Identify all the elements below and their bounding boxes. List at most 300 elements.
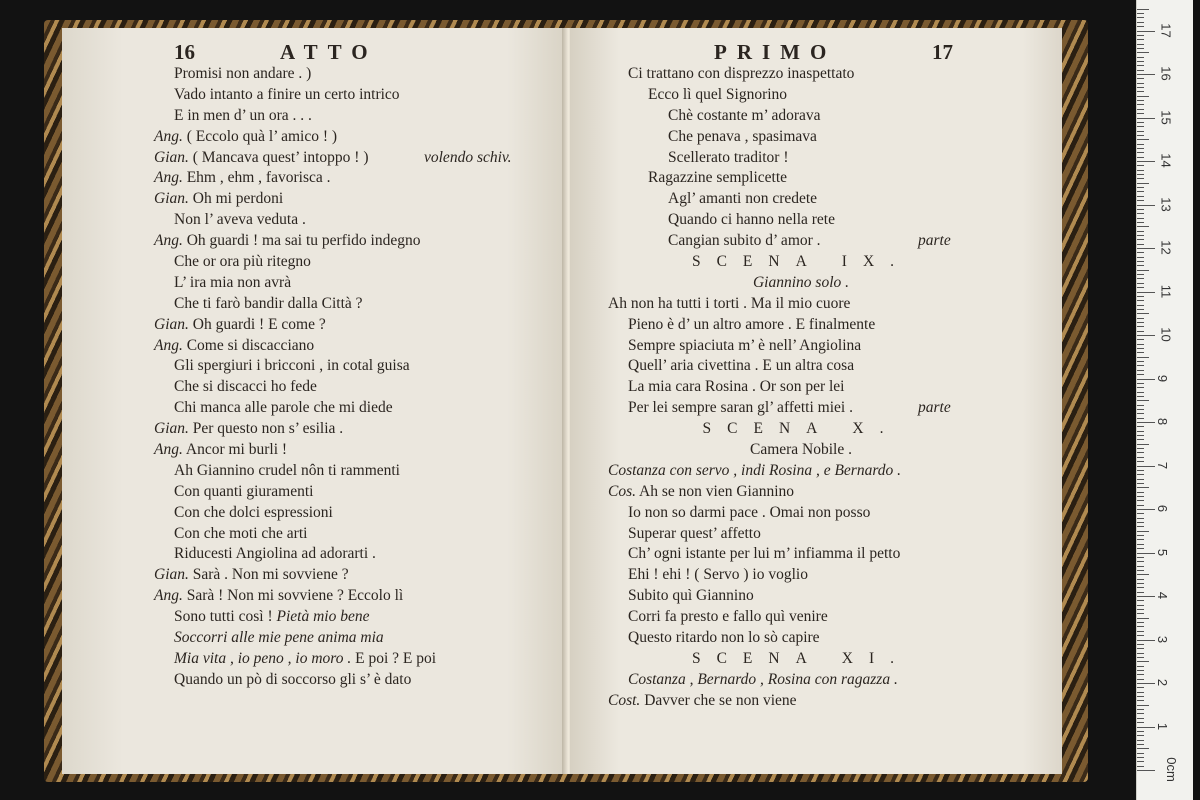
verse-text: Che ti farò bandir dalla Città ? bbox=[174, 294, 363, 312]
ruler-tick bbox=[1137, 657, 1144, 658]
verse-text: Agl’ amanti non credete bbox=[668, 190, 818, 208]
scene-heading: SCENA XI. bbox=[691, 649, 911, 667]
ruler-tick bbox=[1137, 574, 1149, 575]
ruler-tick bbox=[1137, 100, 1144, 101]
ruler-tick bbox=[1137, 126, 1144, 127]
speaker-name: Ang. bbox=[154, 441, 183, 459]
text-line bbox=[62, 273, 568, 294]
verse-text: Oh guardi ! ma sai tu perfido indegno bbox=[186, 232, 421, 250]
ruler-tick bbox=[1137, 365, 1144, 366]
ruler-label: 14 bbox=[1158, 153, 1174, 168]
ruler-tick bbox=[1137, 292, 1155, 293]
text-line bbox=[62, 210, 568, 231]
verse-text: Sempre spiaciuta m’ è nell’ Angiolina bbox=[628, 336, 862, 354]
verse-text: Ancor mi burli ! bbox=[185, 441, 288, 459]
verse-text: E poi ? E poi bbox=[355, 649, 437, 667]
text-line bbox=[62, 544, 568, 565]
ruler-tick bbox=[1137, 148, 1144, 149]
right-page-number: 17 bbox=[932, 40, 953, 64]
ruler-tick bbox=[1137, 200, 1144, 201]
ruler-tick bbox=[1137, 479, 1144, 480]
ruler-tick bbox=[1137, 78, 1144, 79]
left-page bbox=[62, 28, 568, 774]
ruler-label: 10 bbox=[1158, 327, 1174, 342]
ruler-tick bbox=[1137, 61, 1144, 62]
ruler-tick bbox=[1137, 735, 1144, 736]
speaker-name: Gian. bbox=[154, 190, 189, 208]
speaker-name: Ang. bbox=[154, 169, 183, 187]
ruler-tick bbox=[1137, 626, 1144, 627]
speaker-name: Cos. bbox=[608, 482, 636, 500]
ruler-label: 7 bbox=[1155, 461, 1171, 469]
ruler-tick bbox=[1137, 444, 1149, 445]
text-line bbox=[62, 670, 568, 691]
text-line bbox=[570, 586, 1062, 607]
ruler-tick bbox=[1137, 709, 1144, 710]
ruler-label: 8 bbox=[1155, 417, 1171, 426]
ruler-tick bbox=[1137, 87, 1144, 88]
text-line bbox=[570, 106, 1062, 127]
verse-text: Che penava , spasimava bbox=[668, 127, 817, 145]
ruler-tick bbox=[1137, 753, 1144, 754]
ruler-tick bbox=[1137, 70, 1144, 71]
ruler-tick bbox=[1137, 91, 1144, 92]
verse-text: Per lei sempre saran gl’ affetti miei . bbox=[628, 399, 853, 417]
speaker-name: Gian. bbox=[154, 148, 189, 166]
text-line bbox=[570, 419, 1062, 440]
ruler-tick bbox=[1137, 648, 1144, 649]
ruler-tick bbox=[1137, 631, 1144, 632]
ruler-tick bbox=[1137, 205, 1155, 206]
verse-text: Con che moti che arti bbox=[174, 524, 308, 542]
ruler-label: 5 bbox=[1155, 548, 1171, 556]
ruler-tick bbox=[1137, 700, 1144, 701]
ruler-tick bbox=[1137, 139, 1149, 140]
ruler-tick bbox=[1137, 566, 1144, 567]
ruler-tick bbox=[1137, 231, 1144, 232]
ruler-tick bbox=[1137, 370, 1144, 371]
speaker-name: Ang. bbox=[154, 587, 183, 605]
ruler-tick bbox=[1137, 705, 1149, 706]
ruler-tick bbox=[1137, 405, 1144, 406]
speaker-name: Cost. bbox=[608, 691, 641, 709]
ruler-tick bbox=[1137, 561, 1144, 562]
ruler-tick bbox=[1137, 174, 1144, 175]
italic-verse: Pietà mio bene bbox=[276, 608, 370, 626]
ruler-tick bbox=[1137, 513, 1144, 514]
ruler-tick bbox=[1137, 500, 1144, 501]
verse-text: Ah se non vien Giannino bbox=[639, 482, 795, 500]
verse-text: Sono tutti così ! bbox=[174, 608, 273, 626]
verse-text: Che si discacci ho fede bbox=[174, 378, 317, 396]
ruler-tick bbox=[1137, 618, 1149, 619]
text-line bbox=[62, 649, 568, 670]
ruler-tick bbox=[1137, 587, 1144, 588]
verse-text: Superar quest’ affetto bbox=[628, 524, 761, 542]
ruler-tick bbox=[1137, 600, 1144, 601]
ruler-tick bbox=[1137, 548, 1144, 549]
ruler-tick bbox=[1137, 104, 1144, 105]
ruler-tick bbox=[1137, 766, 1144, 767]
ruler-tick bbox=[1137, 352, 1144, 353]
ruler-tick bbox=[1137, 466, 1155, 467]
ruler-tick bbox=[1137, 235, 1144, 236]
verse-text: Cangian subito d’ amor . bbox=[668, 232, 821, 250]
verse-text: Vado intanto a finire un certo intrico bbox=[174, 85, 400, 103]
text-line bbox=[570, 691, 1062, 712]
ruler-tick bbox=[1137, 644, 1144, 645]
ruler-tick bbox=[1137, 109, 1144, 110]
ruler-tick bbox=[1137, 261, 1144, 262]
ruler-tick bbox=[1137, 470, 1144, 471]
verse-text: Quando ci hanno nella rete bbox=[668, 211, 835, 229]
ruler-tick bbox=[1137, 413, 1144, 414]
verse-text: Questo ritardo non lo sò capire bbox=[628, 629, 820, 647]
ruler-tick bbox=[1137, 344, 1144, 345]
text-line bbox=[570, 503, 1062, 524]
ruler-tick bbox=[1137, 257, 1144, 258]
text-line bbox=[570, 64, 1062, 85]
speaker-name: Ang. bbox=[154, 127, 183, 145]
ruler-tick bbox=[1137, 248, 1155, 249]
verse-text: E in men d’ un ora . . . bbox=[174, 106, 312, 124]
ruler-tick bbox=[1137, 196, 1144, 197]
ruler-tick bbox=[1137, 26, 1144, 27]
ruler-tick bbox=[1137, 244, 1144, 245]
ruler-tick bbox=[1137, 122, 1144, 123]
ruler-tick bbox=[1137, 770, 1155, 771]
ruler-tick bbox=[1137, 640, 1155, 641]
ruler-tick bbox=[1137, 305, 1144, 306]
verse-text: Che or ora più ritegno bbox=[174, 253, 311, 271]
ruler-tick bbox=[1137, 191, 1144, 192]
ruler-tick bbox=[1137, 635, 1144, 636]
ruler-tick bbox=[1137, 35, 1144, 36]
left-page-number: 16 bbox=[174, 40, 195, 64]
text-line bbox=[570, 252, 1062, 273]
ruler-tick bbox=[1137, 165, 1144, 166]
ruler-tick bbox=[1137, 361, 1144, 362]
ruler-label: 9 bbox=[1155, 374, 1171, 382]
ruler-tick bbox=[1137, 157, 1144, 158]
ruler-tick bbox=[1137, 161, 1155, 162]
text-line bbox=[570, 670, 1062, 691]
ruler-tick bbox=[1137, 592, 1144, 593]
scene-caption: Camera Nobile . bbox=[749, 441, 852, 459]
verse-text: Gli spergiuri i bricconi , in cotal guisa bbox=[174, 357, 410, 375]
verse-text: Scellerato traditor ! bbox=[668, 148, 789, 166]
ruler-tick bbox=[1137, 505, 1144, 506]
text-line bbox=[570, 189, 1062, 210]
text-line bbox=[570, 168, 1062, 189]
ruler-label: 12 bbox=[1158, 240, 1174, 255]
ruler-tick bbox=[1137, 740, 1144, 741]
text-line bbox=[570, 148, 1062, 169]
ruler-tick bbox=[1137, 674, 1144, 675]
text-line bbox=[62, 189, 568, 210]
ruler-tick bbox=[1137, 135, 1144, 136]
ruler-tick bbox=[1137, 522, 1144, 523]
text-line bbox=[62, 503, 568, 524]
verse-text: Sarà . Non mi sovviene ? bbox=[192, 566, 349, 584]
ruler-tick bbox=[1137, 544, 1144, 545]
ruler-tick bbox=[1137, 713, 1144, 714]
verse-text: La mia cara Rosina . Or son per lei bbox=[628, 378, 845, 396]
text-line bbox=[570, 356, 1062, 377]
text-line bbox=[570, 127, 1062, 148]
text-line bbox=[62, 356, 568, 377]
text-line bbox=[62, 106, 568, 127]
ruler-label: 1 bbox=[1155, 722, 1171, 730]
ruler-tick bbox=[1137, 65, 1144, 66]
ruler-tick bbox=[1137, 666, 1144, 667]
ruler-tick bbox=[1137, 387, 1144, 388]
scene-caption: Giannino solo . bbox=[752, 273, 850, 291]
ruler-tick bbox=[1137, 526, 1144, 527]
ruler-tick bbox=[1137, 613, 1144, 614]
text-line bbox=[62, 148, 568, 169]
ruler-tick bbox=[1137, 374, 1144, 375]
ruler-tick bbox=[1137, 331, 1144, 332]
verse-text: Pieno è d’ un altro amore . E finalmente bbox=[628, 315, 876, 333]
verse-text: Ragazzine semplicette bbox=[648, 169, 788, 187]
ruler-label: 17 bbox=[1158, 22, 1174, 38]
text-line bbox=[570, 377, 1062, 398]
text-line bbox=[62, 315, 568, 336]
ruler-tick bbox=[1137, 392, 1144, 393]
ruler-tick bbox=[1137, 518, 1144, 519]
ruler-label: 16 bbox=[1158, 66, 1174, 81]
speaker-name: Gian. bbox=[154, 315, 189, 333]
verse-text: Chi manca alle parole che mi diede bbox=[174, 399, 393, 417]
verse-text: Ehi ! ehi ! ( Servo ) io voglio bbox=[628, 566, 808, 584]
ruler-tick bbox=[1137, 653, 1144, 654]
ruler-tick bbox=[1137, 722, 1144, 723]
text-line bbox=[62, 231, 568, 252]
ruler-tick bbox=[1137, 300, 1144, 301]
ruler-tick bbox=[1137, 335, 1155, 336]
ruler-tick bbox=[1137, 535, 1144, 536]
italic-verse: Mia vita , io peno , io moro . bbox=[174, 649, 352, 667]
ruler-tick bbox=[1137, 265, 1144, 266]
ruler-tick bbox=[1137, 379, 1155, 380]
verse-text: Per questo non s’ esilia . bbox=[192, 420, 344, 438]
text-line bbox=[570, 482, 1062, 503]
ruler-tick bbox=[1137, 296, 1144, 297]
ruler-tick bbox=[1137, 474, 1144, 475]
left-running-head: ATTO bbox=[280, 40, 378, 64]
text-line bbox=[62, 586, 568, 607]
text-line bbox=[570, 440, 1062, 461]
ruler-tick bbox=[1137, 409, 1144, 410]
text-line bbox=[62, 168, 568, 189]
text-line bbox=[62, 628, 568, 649]
measuring-ruler bbox=[1136, 0, 1193, 800]
ruler-tick bbox=[1137, 457, 1144, 458]
italic-verse: Costanza con servo , indi Rosina , e Bernardo . bbox=[608, 461, 902, 479]
text-line bbox=[62, 419, 568, 440]
verse-text: Chè costante m’ adorava bbox=[668, 106, 821, 124]
ruler-label: 11 bbox=[1158, 284, 1174, 298]
speaker-name: Gian. bbox=[154, 420, 189, 438]
ruler-tick bbox=[1137, 31, 1155, 32]
verse-text: Davver che se non viene bbox=[644, 691, 797, 709]
ruler-tick bbox=[1137, 339, 1144, 340]
scene-heading: SCENA IX. bbox=[691, 253, 911, 271]
ruler-tick bbox=[1137, 218, 1144, 219]
ruler-tick bbox=[1137, 452, 1144, 453]
ruler-tick bbox=[1137, 400, 1149, 401]
ruler-tick bbox=[1137, 435, 1144, 436]
text-line bbox=[62, 482, 568, 503]
ruler-tick bbox=[1137, 48, 1144, 49]
verse-text: Ah non ha tutti i torti . Ma il mio cuore bbox=[608, 294, 851, 312]
ruler-tick bbox=[1137, 274, 1144, 275]
ruler-tick bbox=[1137, 209, 1144, 210]
text-line bbox=[570, 607, 1062, 628]
stage-direction: parte bbox=[918, 232, 951, 250]
verse-text: L’ ira mia non avrà bbox=[174, 273, 292, 291]
ruler-tick bbox=[1137, 118, 1155, 119]
text-line bbox=[62, 440, 568, 461]
text-line bbox=[62, 565, 568, 586]
verse-text: Come si discacciano bbox=[186, 336, 315, 354]
ruler-tick bbox=[1137, 213, 1144, 214]
text-line bbox=[570, 398, 1062, 419]
right-running-head: PRIMO bbox=[714, 40, 837, 64]
text-line bbox=[570, 231, 1062, 252]
speaker-name: Ang. bbox=[154, 336, 183, 354]
text-line bbox=[62, 85, 568, 106]
ruler-tick bbox=[1137, 579, 1144, 580]
ruler-tick bbox=[1137, 487, 1149, 488]
ruler-tick bbox=[1137, 605, 1144, 606]
ruler-tick bbox=[1137, 727, 1155, 728]
text-line bbox=[570, 336, 1062, 357]
ruler-tick bbox=[1137, 187, 1144, 188]
ruler-tick bbox=[1137, 448, 1144, 449]
ruler-tick bbox=[1137, 596, 1155, 597]
text-line bbox=[570, 273, 1062, 294]
ruler-tick bbox=[1137, 348, 1144, 349]
ruler-tick bbox=[1137, 731, 1144, 732]
italic-verse: Costanza , Bernardo , Rosina con ragazza . bbox=[628, 670, 898, 688]
ruler-label: 4 bbox=[1155, 591, 1171, 600]
verse-text: Ch’ ogni istante per lui m’ infiamma il petto bbox=[628, 545, 901, 563]
ruler-tick bbox=[1137, 757, 1144, 758]
text-line bbox=[570, 524, 1062, 545]
text-line bbox=[62, 252, 568, 273]
ruler-tick bbox=[1137, 278, 1144, 279]
verse-text: Quando un pò di soccorso gli s’ è dato bbox=[174, 670, 412, 688]
text-line bbox=[62, 64, 568, 85]
ruler-tick bbox=[1137, 287, 1144, 288]
ruler-tick bbox=[1137, 144, 1144, 145]
verse-text: Subito quì Giannino bbox=[628, 587, 754, 605]
ruler-tick bbox=[1137, 322, 1144, 323]
verse-text: Oh guardi ! E come ? bbox=[192, 315, 326, 333]
verse-text: Oh mi perdoni bbox=[192, 190, 284, 208]
ruler-tick bbox=[1137, 496, 1144, 497]
text-line bbox=[62, 524, 568, 545]
ruler-tick bbox=[1137, 326, 1144, 327]
ruler-tick bbox=[1137, 583, 1144, 584]
italic-verse: Soccorri alle mie pene anima mia bbox=[174, 629, 384, 647]
ruler-tick bbox=[1137, 670, 1144, 671]
text-line bbox=[570, 315, 1062, 336]
ruler-tick bbox=[1137, 692, 1144, 693]
ruler-tick bbox=[1137, 761, 1144, 762]
ruler-tick bbox=[1137, 283, 1144, 284]
verse-text: ( Eccolo quà l’ amico ! ) bbox=[186, 127, 338, 145]
ruler-tick bbox=[1137, 539, 1144, 540]
ruler-tick bbox=[1137, 696, 1144, 697]
ruler-label: 13 bbox=[1158, 196, 1174, 212]
verse-text: Quell’ aria civettina . E un altra cosa bbox=[628, 357, 855, 375]
ruler-tick bbox=[1137, 22, 1144, 23]
ruler-tick bbox=[1137, 383, 1144, 384]
ruler-tick bbox=[1137, 131, 1144, 132]
text-line bbox=[570, 85, 1062, 106]
text-line bbox=[570, 544, 1062, 565]
ruler-tick bbox=[1137, 239, 1144, 240]
verse-text: Non l’ aveva veduta . bbox=[174, 211, 306, 229]
right-page bbox=[570, 28, 1062, 774]
verse-text: Ah Giannino crudel nôn ti rammenti bbox=[174, 461, 400, 479]
ruler-tick bbox=[1137, 683, 1155, 684]
verse-text: Promisi non andare . ) bbox=[174, 65, 312, 82]
ruler-tick bbox=[1137, 39, 1144, 40]
ruler-tick bbox=[1137, 557, 1144, 558]
verse-text: Corri fa presto e fallo quì venire bbox=[628, 608, 828, 626]
ruler-tick bbox=[1137, 718, 1144, 719]
ruler-tick bbox=[1137, 222, 1144, 223]
ruler-tick bbox=[1137, 183, 1149, 184]
text-line bbox=[570, 628, 1062, 649]
ruler-tick bbox=[1137, 57, 1144, 58]
right-text-block bbox=[570, 64, 1062, 712]
ruler-tick bbox=[1137, 748, 1149, 749]
ruler-tick bbox=[1137, 252, 1144, 253]
text-line bbox=[570, 461, 1062, 482]
text-line bbox=[570, 649, 1062, 670]
ruler-tick bbox=[1137, 52, 1149, 53]
ruler-tick bbox=[1137, 418, 1144, 419]
ruler-tick bbox=[1137, 509, 1155, 510]
stage-direction: volendo schiv. bbox=[424, 148, 512, 166]
ruler-tick bbox=[1137, 422, 1155, 423]
verse-text: Ci trattano con disprezzo inaspettato bbox=[628, 65, 855, 82]
text-line bbox=[62, 607, 568, 628]
ruler-label: 15 bbox=[1158, 109, 1174, 125]
speaker-name: Ang. bbox=[154, 232, 183, 250]
scene-heading: SCENA X. bbox=[702, 420, 900, 438]
ruler-tick bbox=[1137, 461, 1144, 462]
ruler-tick bbox=[1137, 13, 1144, 14]
left-text-block bbox=[62, 64, 568, 691]
verse-text: Ecco lì quel Signorino bbox=[648, 85, 788, 103]
ruler-tick bbox=[1137, 553, 1155, 554]
verse-text: Riducesti Angiolina ad adorarti . bbox=[174, 545, 376, 563]
text-line bbox=[62, 377, 568, 398]
ruler-label: 2 bbox=[1155, 678, 1171, 687]
ruler-tick bbox=[1137, 483, 1144, 484]
ruler-tick bbox=[1137, 439, 1144, 440]
ruler-tick bbox=[1137, 44, 1144, 45]
verse-text: Con che dolci espressioni bbox=[174, 503, 333, 521]
ruler-label: 0cm bbox=[1163, 757, 1179, 782]
text-line bbox=[62, 461, 568, 482]
